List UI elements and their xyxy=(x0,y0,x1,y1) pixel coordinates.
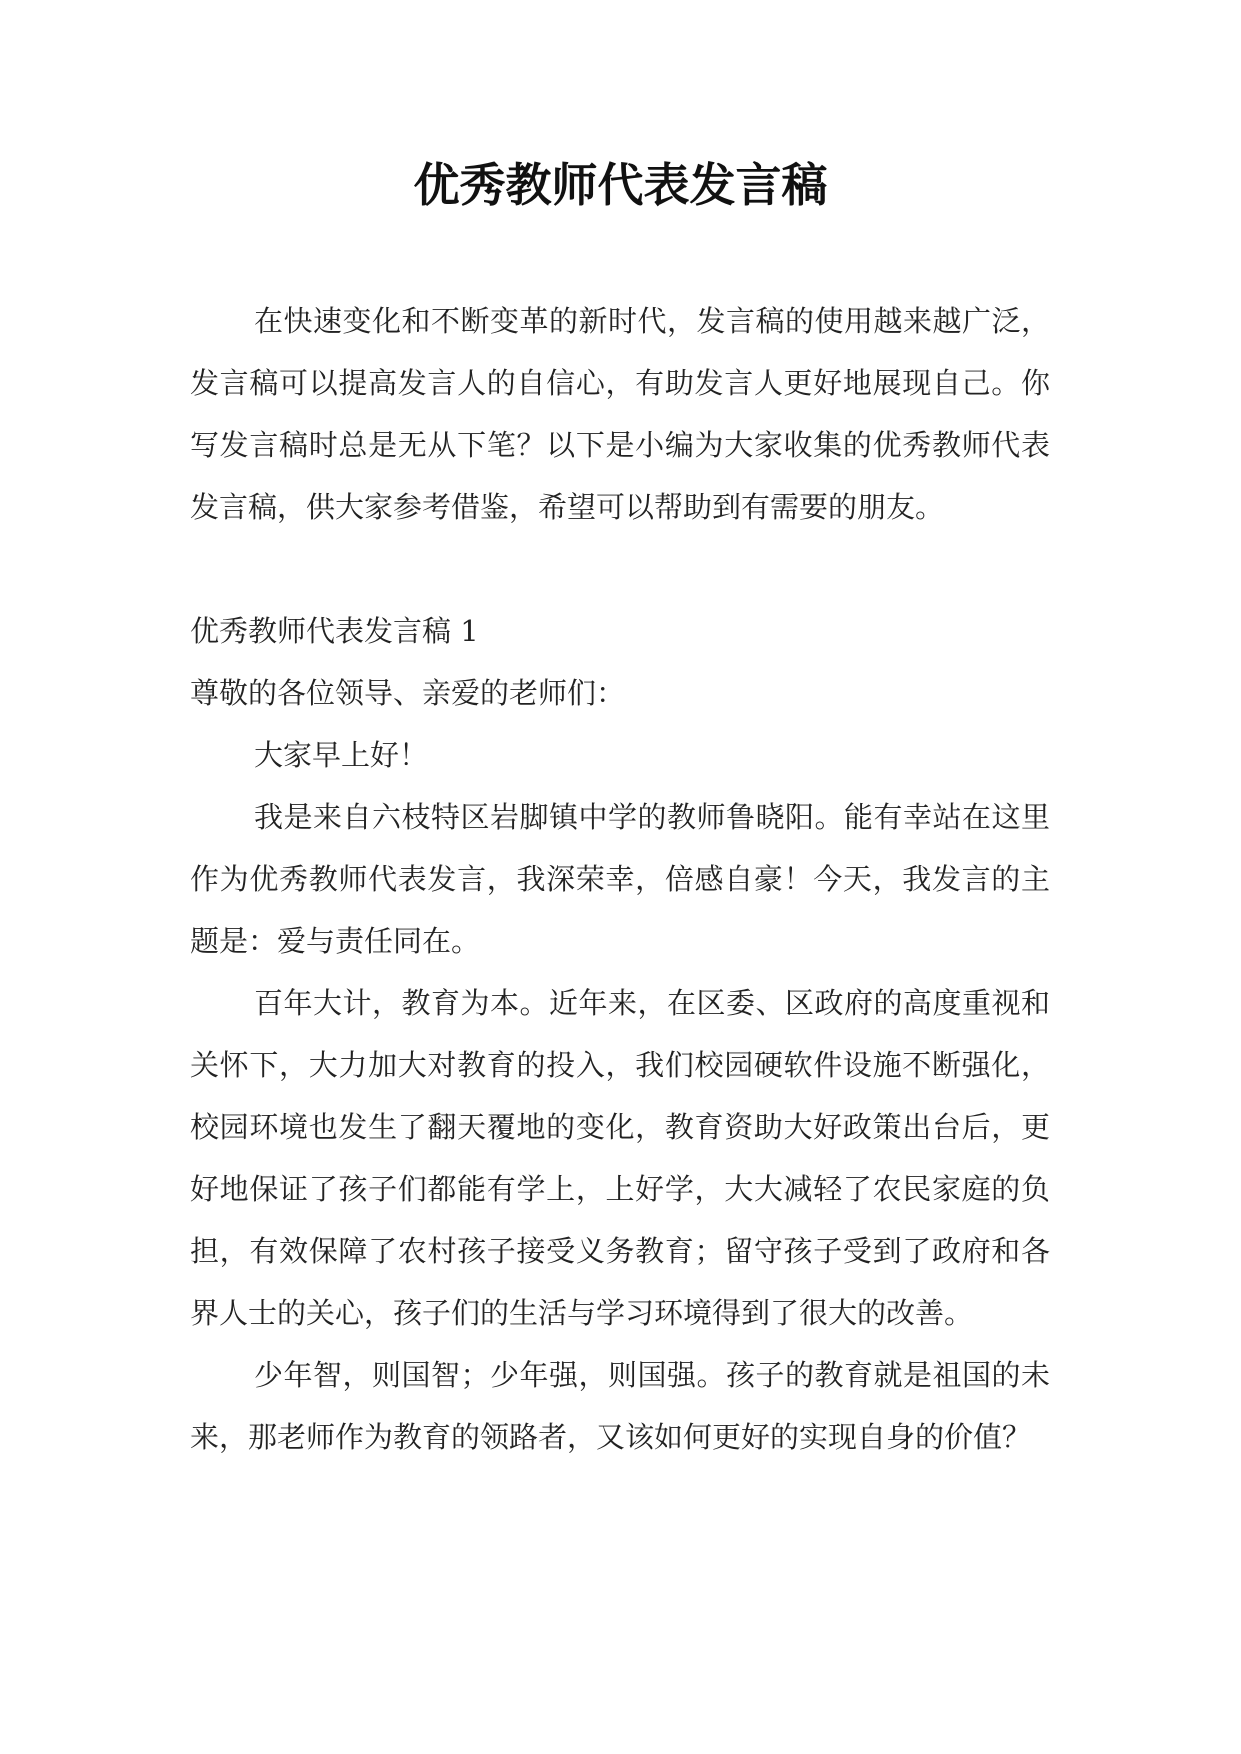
greeting: 大家早上好！ xyxy=(254,738,429,772)
intro-paragraph: 在快速变化和不断变革的新时代，发言稿的使用越来越广泛，发言稿可以提高发言人的自信心，有助发言人更好地展现自己。你写发言稿时总是无从下笔？以下是小编为大家收集的优秀教师代表发言稿，供大家参考借鉴，希望可以帮助到有需要的朋友。 xyxy=(190,304,1050,524)
body-paragraph: 百年大计，教育为本。近年来，在区委、区政府的高度重视和关怀下，大力加大对教育的投入，我们校园硬软件设施不断强化，校园环境也发生了翻天覆地的变化，教育资助大好政策出台后，更好地保证了孩子们都能有学上，上好学，大大减轻了农民家庭的负担，有效保障了农村孩子接受义务教育；留守孩子受到了政府和各界人士的关心，孩子们的生活与学习环境得到了很大的改善。 xyxy=(190,986,1050,1330)
body-paragraph: 我是来自六枝特区岩脚镇中学的教师鲁晓阳。能有幸站在这里作为优秀教师代表发言，我深荣幸，倍感自豪！今天，我发言的主题是：爱与责任同在。 xyxy=(190,800,1050,958)
document-body xyxy=(190,290,1050,1468)
salutation: 尊敬的各位领导、亲爱的老师们： xyxy=(190,676,626,710)
body-paragraph: 少年智，则国智；少年强，则国强。孩子的教育就是祖国的未来，那老师作为教育的领路者，又该如何更好的实现自身的价值？ xyxy=(190,1358,1050,1454)
section-heading: 优秀教师代表发言稿 1 xyxy=(190,614,479,648)
document-title: 优秀教师代表发言稿 xyxy=(413,158,828,212)
